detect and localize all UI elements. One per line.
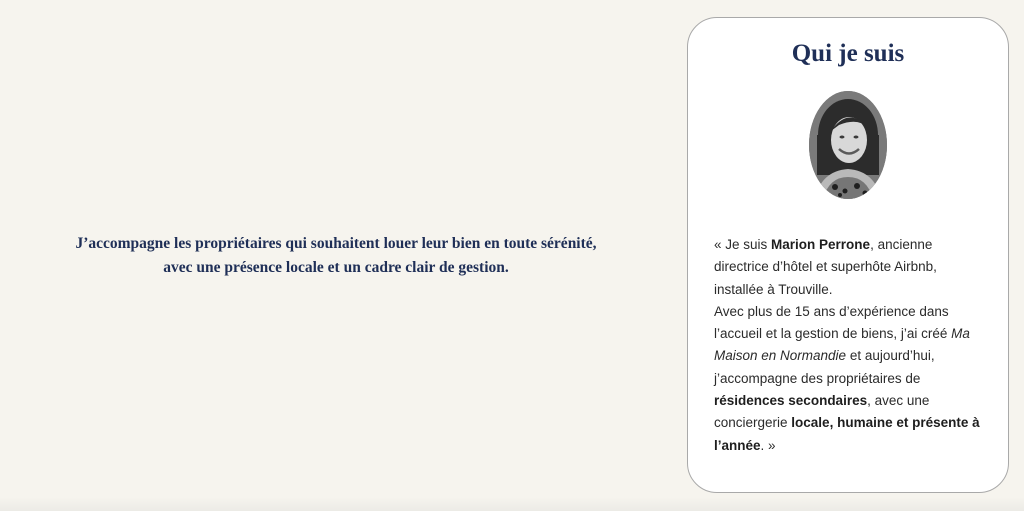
intro-text [40,232,632,280]
woman-portrait-icon [809,91,887,199]
brand-name: Ma Maison en Normandie [714,326,970,364]
about-title: Qui je suis [791,40,905,67]
intro-line-1: J’accompagne les propriétaires qui souhaitent louer leur bien en toute sérénité, [75,235,597,252]
intro-line-2: avec une présence locale et un cadre clair de gestion. [163,259,509,276]
bio-paragraph-1 [714,234,982,301]
bio-highlight-residences: résidences secondaires [714,393,868,409]
author-name: Marion Perrone [771,237,871,252]
portrait-photo [809,91,887,199]
bio-p2-end: . » [760,437,776,453]
bio-p2-middle-2: , avec une conciergerie [714,393,930,431]
bio-paragraph-2 [714,301,982,457]
bio-highlight-service: locale, humaine et présente à l’année [714,415,980,453]
bottom-divider [0,497,1024,511]
bio-p1-start: « Je suis [714,237,772,252]
bio-p2-start: Avec plus de 15 ans d’expérience dans l’accueil et la gestion de biens, j’ai créé [714,303,952,342]
about-card [687,17,1009,493]
bio-text [714,234,982,457]
bio-p1-end: , ancienne directrice d’hôtel et superhôte Airbnb, installée à Trouville. [714,237,937,297]
bio-p2-middle: et aujourd’hui, j’accompagne des propriétaires de [714,348,935,386]
